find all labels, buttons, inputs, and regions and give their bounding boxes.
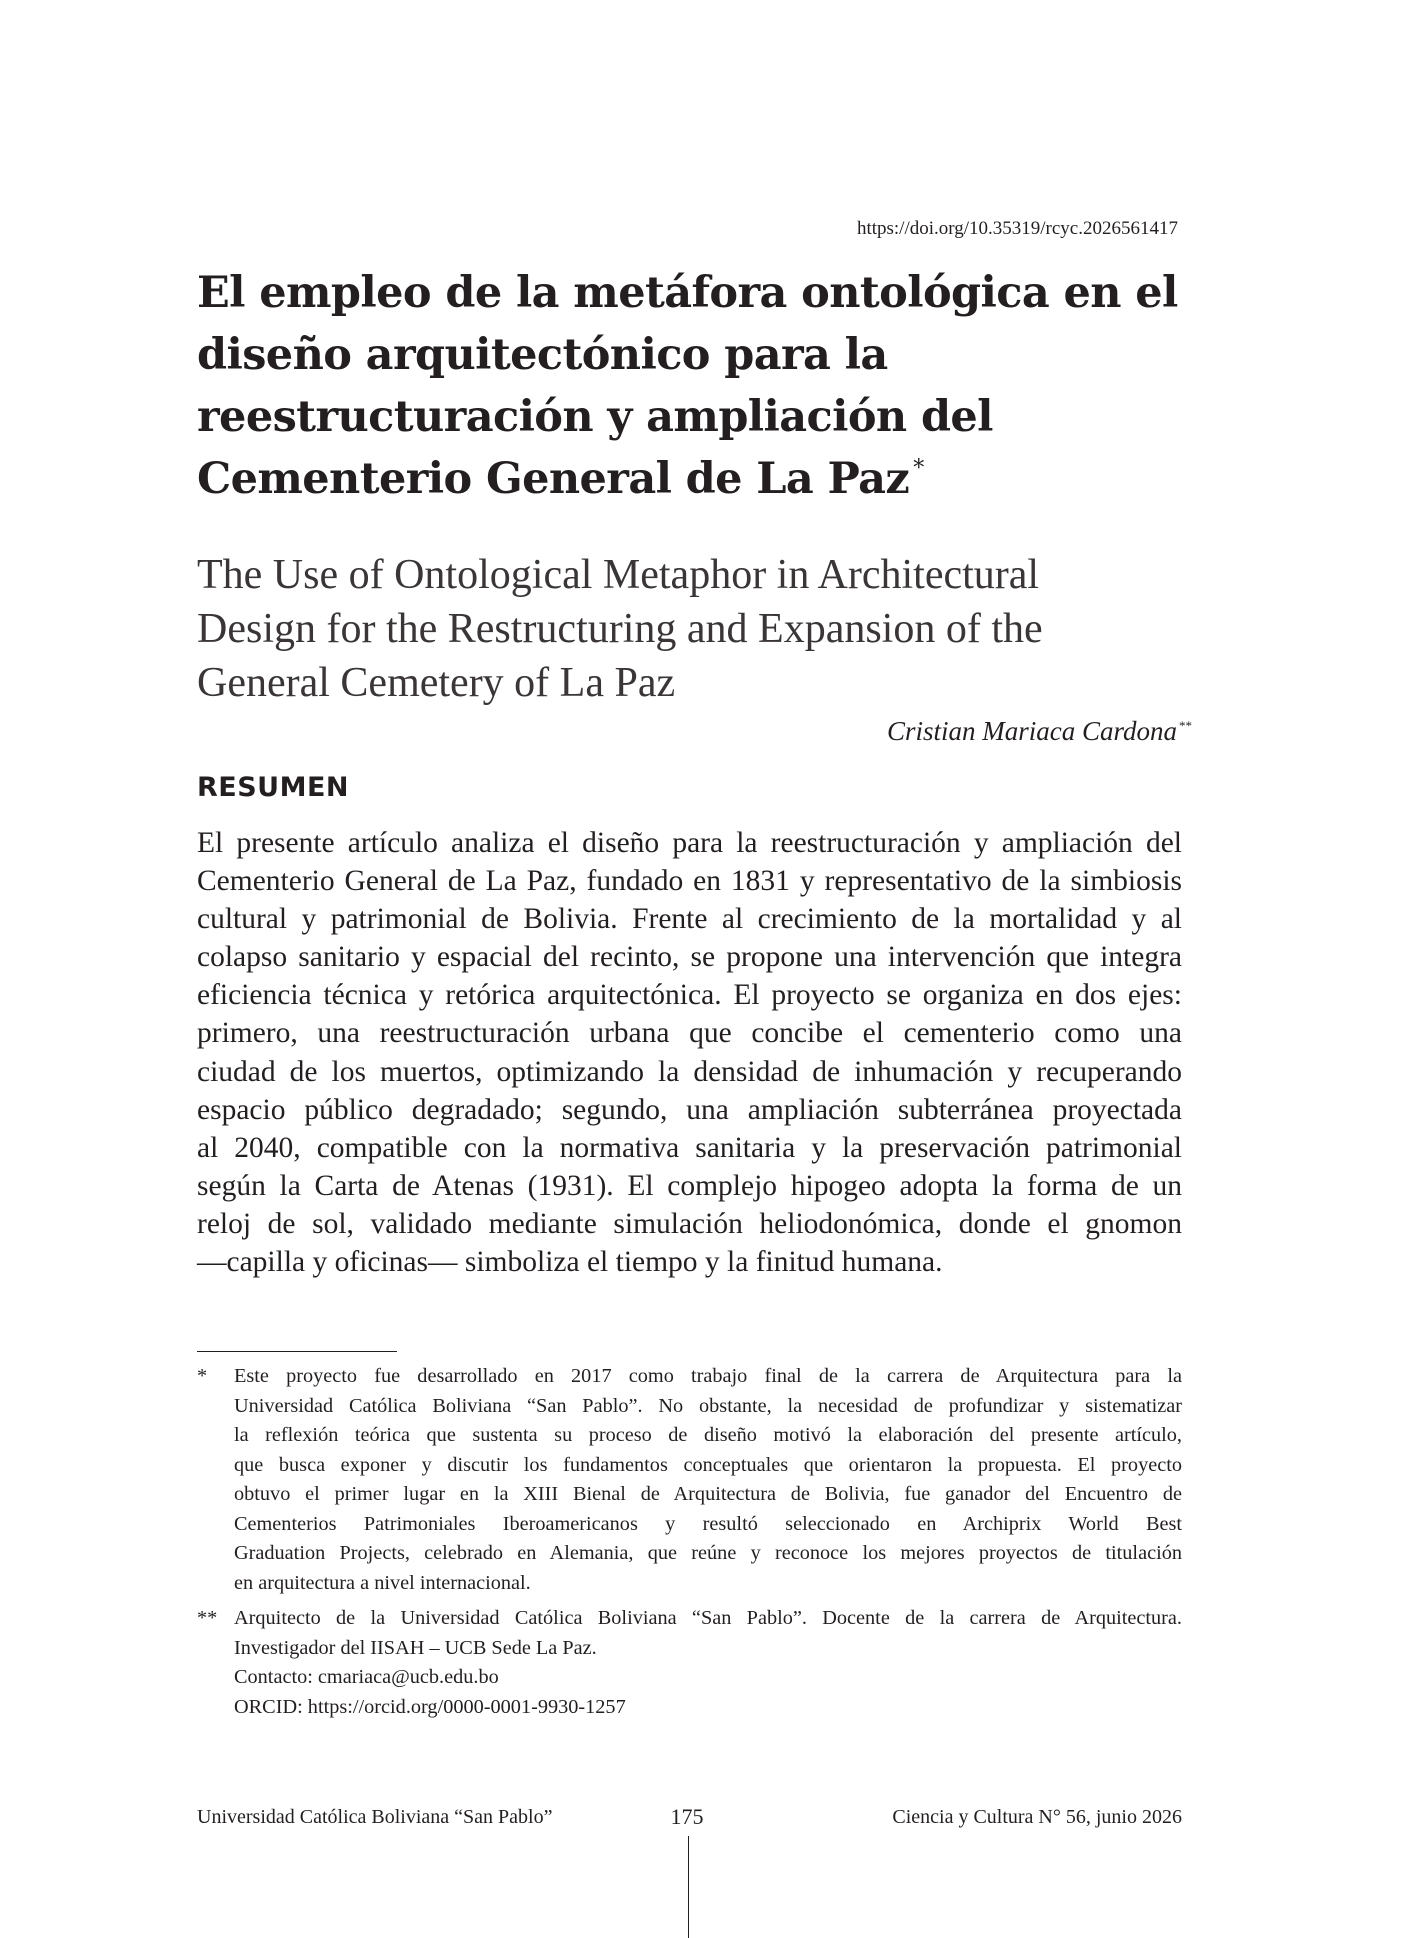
footnote-line: la reflexión teórica que sustenta su proceso de diseño motivó la elaboración del presente artículo,	[234, 1424, 1182, 1446]
title-footnote-mark: *	[913, 456, 924, 481]
title-es-line: diseño arquitectónico para la	[197, 330, 888, 380]
footnote-mark: **	[197, 1607, 218, 1629]
footer-journal: Ciencia y Cultura N° 56, junio 2026	[892, 1806, 1182, 1828]
title-english	[197, 548, 1157, 710]
footnote-separator	[197, 1351, 397, 1352]
footnote-2	[197, 1604, 1182, 1722]
contact-email[interactable]: Contacto: cmariaca@ucb.edu.bo	[234, 1666, 499, 1688]
abstract-line: al 2040, compatible con la normativa sanitaria y la preservación patrimonial	[197, 1131, 1182, 1164]
footnote-line: Arquitecto de la Universidad Católica Boliviana “San Pablo”. Docente de la carrera de Arquitectura.	[234, 1607, 1182, 1629]
author-name: Cristian Mariaca Cardona	[886, 716, 1177, 746]
page-number: 175	[670, 1804, 704, 1829]
abstract-line: El presente artículo analiza el diseño para la reestructuración y ampliación del	[197, 827, 1182, 859]
title-en-line: The Use of Ontological Metaphor in Architectural	[197, 552, 1040, 598]
abstract-line: ciudad de los muertos, optimizando la densidad de inhumación y recuperando	[197, 1055, 1182, 1088]
abstract-body	[197, 824, 1182, 1281]
abstract-heading: RESUMEN	[197, 772, 350, 803]
footnote-line: Este proyecto fue desarrollado en 2017 como trabajo final de la carrera de Arquitectura para la	[234, 1365, 1182, 1387]
title-spanish	[197, 262, 1178, 510]
abstract-line: eficiencia técnica y retórica arquitectónica. El proyecto se organiza en dos ejes:	[197, 979, 1182, 1012]
abstract-line: primero, una reestructuración urbana que concibe el cementerio como una	[197, 1017, 1182, 1050]
title-es-line: reestructuración y ampliación del	[197, 392, 993, 442]
title-en-line: Design for the Restructuring and Expansion of the	[197, 606, 1043, 652]
title-es-line-last	[197, 448, 1157, 510]
footnote-mark: *	[197, 1365, 208, 1387]
doi-link[interactable]: https://doi.org/10.35319/rcyc.2026561417	[856, 218, 1178, 239]
footnote-line: que busca exponer y discutir los fundamentos conceptuales que orientaron la propuesta. El proyecto	[234, 1453, 1182, 1476]
abstract-line: espacio público degradado; segundo, una ampliación subterránea proyectada	[197, 1093, 1182, 1126]
abstract-line: según la Carta de Atenas (1931). El complejo hipogeo adopta la forma de un	[197, 1169, 1182, 1202]
title-es-line-text: Cementerio General de La Paz	[197, 454, 910, 504]
abstract-line: Cementerio General de La Paz, fundado en 1831 y representativo de la simbiosis	[197, 865, 1182, 898]
author-footnote-mark: **	[1179, 718, 1192, 733]
footnote-line: Universidad Católica Boliviana “San Pablo”. No obstante, la necesidad de profundizar y sistematizar	[234, 1394, 1182, 1417]
footnote-line: Cementerios Patrimoniales Iberoamericanos y resultó seleccionado en Archiprix World Best	[234, 1512, 1182, 1535]
footer-institution: Universidad Católica Boliviana “San Pablo”	[197, 1806, 553, 1828]
author-byline	[640, 716, 1192, 747]
footnote-body	[234, 1362, 1182, 1598]
footnote-line: obtuvo el primer lugar en la XIII Bienal de Arquitectura de Bolivia, fue ganador del Encuentro de	[234, 1483, 1182, 1505]
abstract-line: —capilla y oficinas— simboliza el tiempo y la finitud humana.	[197, 1246, 943, 1279]
footnote-1	[197, 1362, 1182, 1598]
footnote-line: Investigador del IISAH – UCB Sede La Paz.	[234, 1636, 597, 1659]
footnote-line: en arquitectura a nivel internacional.	[234, 1571, 531, 1594]
title-es-line: El empleo de la metáfora ontológica en el	[197, 268, 1178, 318]
footnote-line: Graduation Projects, celebrado en Alemania, que reúne y reconoce los mejores proyectos de titulación	[234, 1542, 1182, 1564]
abstract-line: cultural y patrimonial de Bolivia. Frente al crecimiento de la mortalidad y al	[197, 903, 1182, 936]
footer-vertical-rule	[688, 1836, 689, 1938]
abstract-line: reloj de sol, validado mediante simulación heliodonómica, donde el gnomon	[197, 1207, 1182, 1240]
title-en-line: General Cemetery of La Paz	[197, 660, 676, 706]
orcid-link[interactable]: ORCID: https://orcid.org/0000-0001-9930-1257	[234, 1695, 626, 1718]
abstract-line: colapso sanitario y espacial del recinto, se propone una intervención que integra	[197, 941, 1182, 974]
footnote-body	[234, 1604, 1182, 1722]
